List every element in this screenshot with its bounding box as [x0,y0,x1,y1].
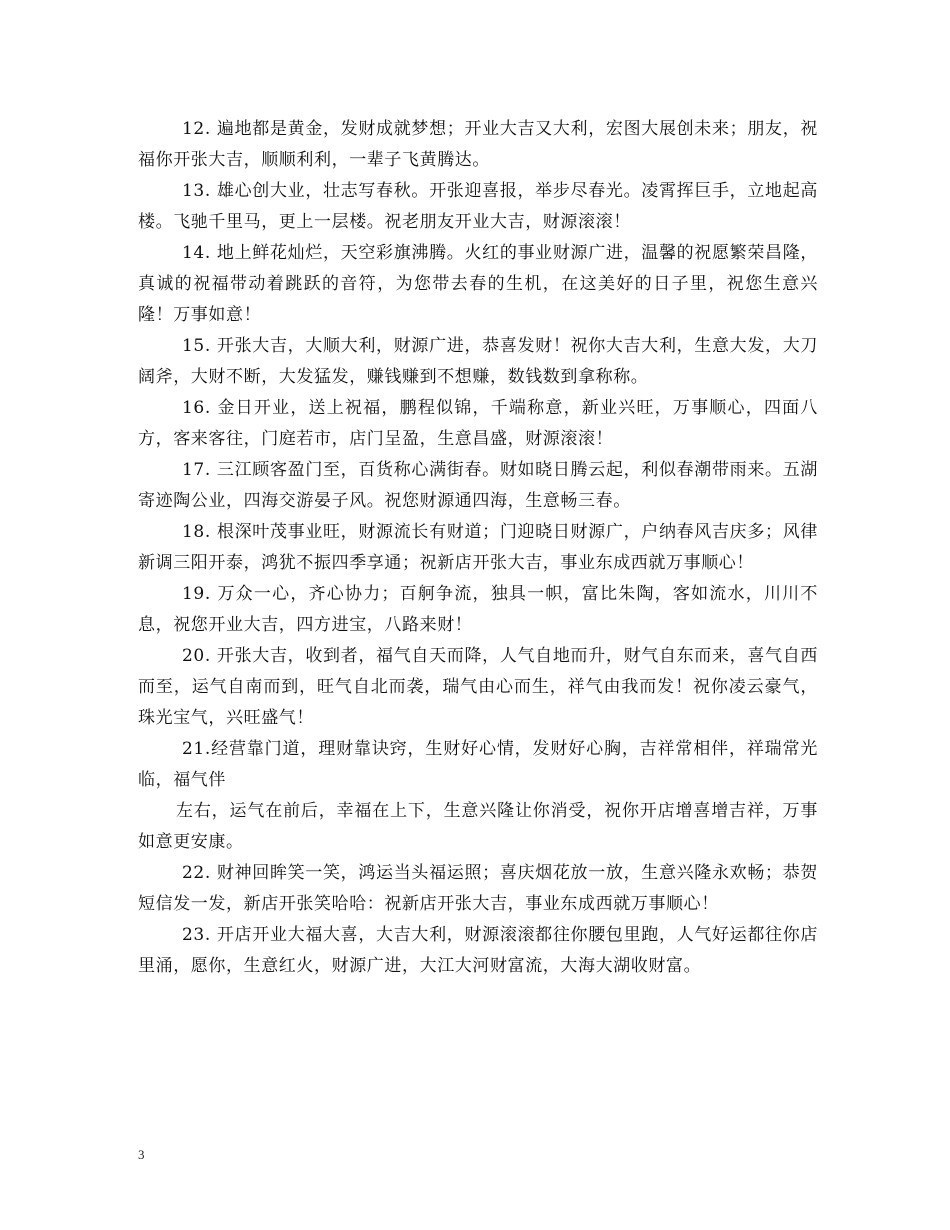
paragraph-18: 18. 根深叶茂事业旺，财源流长有财道；门迎晓日财源广，户纳春风吉庆多；风律新调三阳开泰，鸿犹不振四季享通；祝新店开张大吉，事业东成西就万事顺心！ [138,522,818,573]
paragraph-16: 16. 金日开业，送上祝福，鹏程似锦，千端称意，新业兴旺，万事顺心，四面八方，客来客往，门庭若市，店门呈盈，生意昌盛，财源滚滚！ [138,398,818,449]
paragraph-21-continued: 左右，运气在前后，幸福在上下，生意兴隆让你消受，祝你开店增喜增吉祥，万事如意更安康。 [138,801,818,852]
paragraph-19: 19. 万众一心，齐心协力；百舸争流，独具一帜，富比朱陶，客如流水，川川不息，祝您开业大吉，四方进宝，八路来财！ [138,584,818,635]
page-number: 3 [138,1147,145,1162]
paragraph-23: 23. 开店开业大福大喜，大吉大利，财源滚滚都往你腰包里跑，人气好运都往你店里涌，愿你，生意红火，财源广进，大江大河财富流，大海大湖收财富。 [138,925,818,976]
paragraph-20: 20. 开张大吉，收到者，福气自天而降，人气自地而升，财气自东而来，喜气自西而至，运气自南而到，旺气自北而袭，瑞气由心而生，祥气由我而发！祝你凌云豪气，珠光宝气，兴旺盛气！ [138,646,818,728]
paragraph-12: 12. 遍地都是黄金，发财成就梦想；开业大吉又大利，宏图大展创未来；朋友，祝福你开张大吉，顺顺利利，一辈子飞黄腾达。 [138,119,818,170]
paragraph-21: 21.经营靠门道，理财靠诀窍，生财好心情，发财好心胸，吉祥常相伴，祥瑞常光临，福气伴 [138,739,818,790]
paragraph-15: 15. 开张大吉，大顺大利，财源广进，恭喜发财！祝你大吉大利，生意大发，大刀阔斧，大财不断，大发猛发，赚钱赚到不想赚，数钱数到拿称称。 [138,336,818,387]
paragraph-22: 22. 财神回眸笑一笑，鸿运当头福运照；喜庆烟花放一放，生意兴隆永欢畅；恭贺短信发一发，新店开张笑哈哈：祝新店开张大吉，事业东成西就万事顺心！ [138,863,818,914]
document-body [138,114,818,982]
paragraph-14: 14. 地上鲜花灿烂，天空彩旗沸腾。火红的事业财源广进，温馨的祝愿繁荣昌隆，真诚的祝福带动着跳跃的音符，为您带去春的生机，在这美好的日子里，祝您生意兴隆！万事如意！ [138,243,818,325]
paragraph-13: 13. 雄心创大业，壮志写春秋。开张迎喜报，举步尽春光。凌霄挥巨手，立地起高楼。飞驰千里马，更上一层楼。祝老朋友开业大吉，财源滚滚！ [138,181,818,232]
paragraph-17: 17. 三江顾客盈门至，百货称心满街春。财如晓日腾云起，利似春潮带雨来。五湖寄迹陶公业，四海交游晏子风。祝您财源通四海，生意畅三春。 [138,460,818,511]
